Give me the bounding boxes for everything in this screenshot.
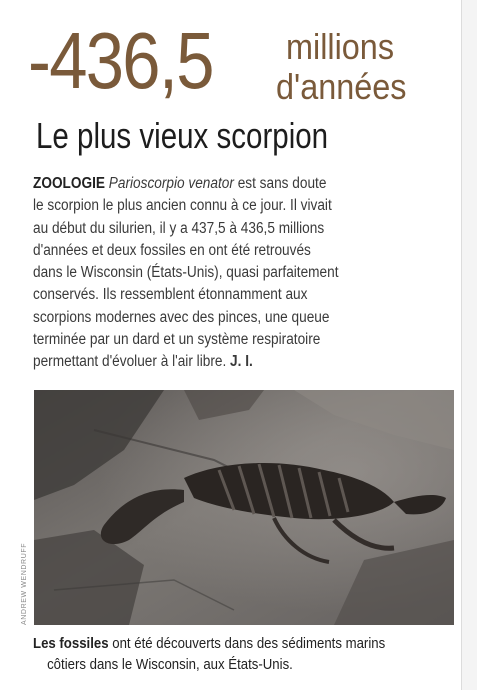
fossil-photo [34, 390, 454, 625]
article-line: le scorpion le plus ancien connu à ce jour. Il vivait [33, 197, 332, 215]
caption-lead: Les fossiles [33, 635, 109, 652]
article-line-last [33, 351, 418, 373]
article-line: d'années et deux fossiles en ont été retrouvés [33, 241, 311, 259]
caption-line1 [33, 633, 438, 654]
caption-line1-rest: ont été découverts dans des sédiments marins [108, 635, 386, 652]
article-line1-rest: est sans doute [233, 175, 327, 192]
article-body [33, 173, 418, 374]
article-line: au début du silurien, il y a 437,5 à 436,5 millions [33, 219, 325, 237]
article-line: terminée par un dard et un système respiratoire [33, 331, 321, 349]
headline-unit-line2: d'années [276, 66, 407, 107]
headline-number: -436,5 [28, 16, 213, 105]
article-line [33, 173, 418, 195]
article-title: Le plus vieux scorpion [36, 115, 329, 156]
article-line-text: permettant d'évoluer à l'air libre. [33, 353, 227, 371]
article-line: scorpions modernes avec des pinces, une queue [33, 308, 330, 326]
section-kicker: ZOOLOGIE [33, 175, 105, 192]
caption-line2: côtiers dans le Wisconsin, aux États-Unis. [47, 656, 293, 673]
headline [28, 16, 458, 106]
species-name: Parioscorpio venator [108, 175, 234, 192]
author-initials: J. I. [230, 353, 253, 371]
photo-caption [33, 633, 438, 675]
article-line: conservés. Ils ressemblent étonnamment aux [33, 286, 308, 304]
photo-credit: ANDREW WENDRUFF [21, 542, 28, 625]
adjacent-page-strip [462, 0, 477, 690]
headline-unit-line1: millions [286, 26, 395, 67]
fossil-photo-image [34, 390, 454, 625]
article-line: dans le Wisconsin (États-Unis), quasi parfaitement [33, 264, 339, 282]
